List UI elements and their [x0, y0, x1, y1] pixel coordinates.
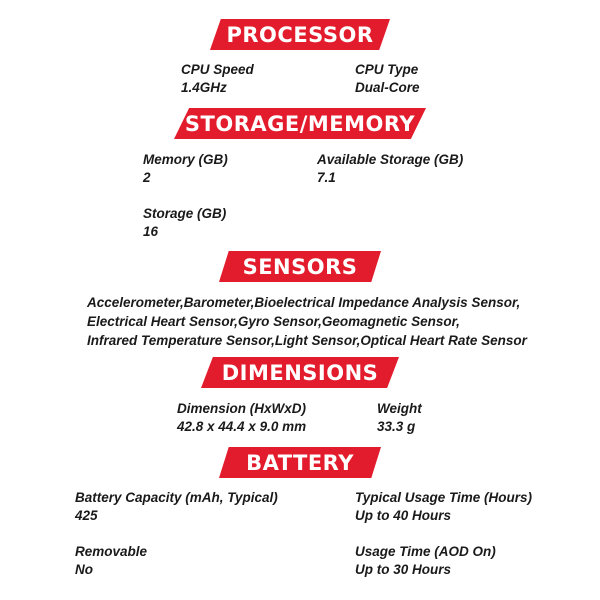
dimensions-heading: DIMENSIONS — [221, 360, 379, 385]
cpu-speed-label: CPU Speed — [181, 62, 254, 77]
battery-capacity-spec — [75, 489, 278, 525]
sensors-list — [87, 293, 527, 350]
storage-label: Storage (GB) — [143, 206, 227, 221]
cpu-type-label: CPU Type — [355, 62, 419, 77]
sensors-banner — [219, 251, 381, 282]
removable-label: Removable — [75, 544, 148, 559]
weight-spec — [377, 400, 422, 436]
usage-time-label: Typical Usage Time (Hours) — [355, 490, 533, 505]
sensors-heading: SENSORS — [242, 254, 358, 279]
removable-value: No — [75, 562, 93, 577]
available-storage-value: 7.1 — [317, 170, 336, 185]
weight-label: Weight — [377, 401, 422, 416]
dimension-spec — [177, 400, 306, 436]
sensors-line: Accelerometer,Barometer,Bioelectrical Impedance Analysis Sensor, — [87, 295, 521, 310]
removable-spec — [75, 543, 147, 579]
usage-time-aod-spec — [355, 543, 496, 579]
sensors-line: Electrical Heart Sensor,Gyro Sensor,Geomagnetic Sensor, — [87, 314, 460, 329]
battery-capacity-value: 425 — [75, 508, 98, 523]
dimension-value: 42.8 x 44.4 x 9.0 mm — [177, 419, 307, 434]
battery-heading: BATTERY — [246, 450, 354, 475]
memory-label: Memory (GB) — [143, 152, 228, 167]
cpu-speed-spec — [181, 61, 254, 97]
available-storage-spec — [317, 151, 463, 187]
cpu-speed-value: 1.4GHz — [181, 80, 227, 95]
weight-value: 33.3 g — [377, 419, 416, 434]
storage-heading: STORAGE/MEMORY — [184, 111, 416, 136]
dimensions-banner — [201, 357, 399, 388]
usage-time-aod-label: Usage Time (AOD On) — [355, 544, 496, 559]
memory-value: 2 — [143, 170, 151, 185]
dimension-label: Dimension (HxWxD) — [177, 401, 307, 416]
sensors-line: Infrared Temperature Sensor,Light Sensor,Optical Heart Rate Sensor — [87, 333, 527, 348]
storage-spec — [143, 205, 226, 241]
battery-banner — [219, 447, 381, 478]
battery-capacity-label: Battery Capacity (mAh, Typical) — [75, 490, 278, 505]
usage-time-spec — [355, 489, 532, 525]
cpu-type-value: Dual-Core — [355, 80, 420, 95]
usage-time-value: Up to 40 Hours — [355, 508, 452, 523]
storage-value: 16 — [143, 224, 159, 239]
memory-spec — [143, 151, 228, 187]
processor-banner — [210, 19, 390, 50]
storage-banner — [174, 108, 426, 139]
cpu-type-spec — [355, 61, 420, 97]
available-storage-label: Available Storage (GB) — [317, 152, 464, 167]
processor-heading: PROCESSOR — [226, 22, 374, 47]
usage-time-aod-value: Up to 30 Hours — [355, 562, 452, 577]
